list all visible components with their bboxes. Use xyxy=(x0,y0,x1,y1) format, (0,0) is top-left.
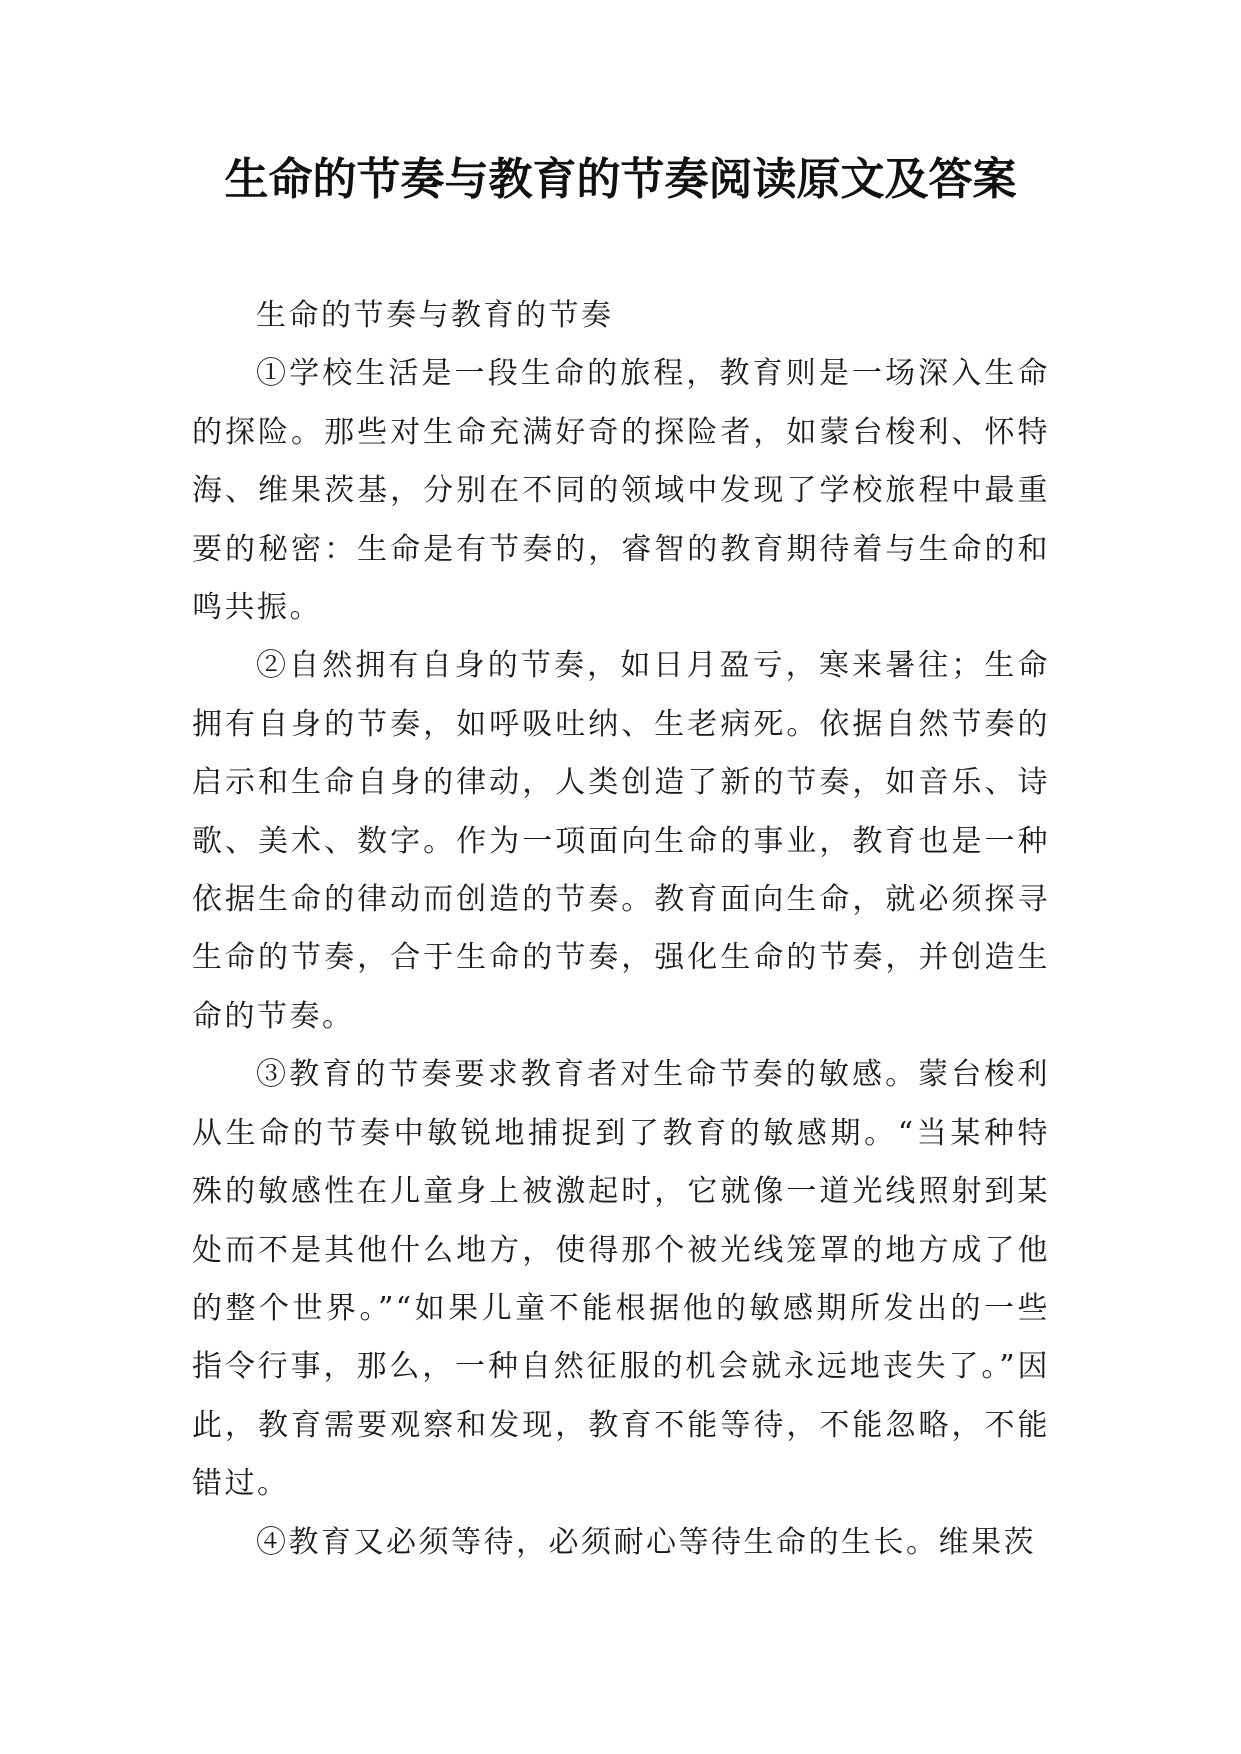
paragraph-1: ①学校生活是一段生命的旅程，教育则是一场深入生命的探险。那些对生命充满好奇的探险者，如蒙台梭利、怀特海、维果茨基，分别在不同的领域中发现了学校旅程中最重要的秘密：生命是有节奏的，睿智的教育期待着与生命的和鸣共振。 xyxy=(192,356,1050,626)
document-title: 生命的节奏与教育的节奏阅读原文及答案 xyxy=(224,154,1017,205)
paragraph-3: ③教育的节奏要求教育者对生命节奏的敏感。蒙台梭利从生命的节奏中敏锐地捕捉到了教育的敏感期。“当某种特殊的敏感性在儿童身上被激起时，它就像一道光线照射到某处而不是其他什么地方，使得那个被光线笼罩的地方成了他的整个世界。”“如果儿童不能根据他的敏感期所发出的一些指令行事，那么，一种自然征服的机会就永远地丧失了。”因此，教育需要观察和发现，教育不能等待，不能忽略，不能错过。 xyxy=(192,1057,1050,1502)
paragraph-2: ②自然拥有自身的节奏，如日月盈亏，寒来暑往；生命拥有自身的节奏，如呼吸吐纳、生老病死。依据自然节奏的启示和生命自身的律动，人类创造了新的节奏，如音乐、诗歌、美术、数字。作为一项面向生命的事业，教育也是一种依据生命的律动而创造的节奏。教育面向生命，就必须探寻生命的节奏，合于生命的节奏，强化生命的节奏，并创造生命的节奏。 xyxy=(192,648,1050,1034)
document-body xyxy=(192,287,1050,1572)
article-subtitle: 生命的节奏与教育的节奏 xyxy=(256,298,614,333)
paragraph-4: ④教育又必须等待，必须耐心等待生命的生长。维果茨 xyxy=(256,1524,1036,1560)
